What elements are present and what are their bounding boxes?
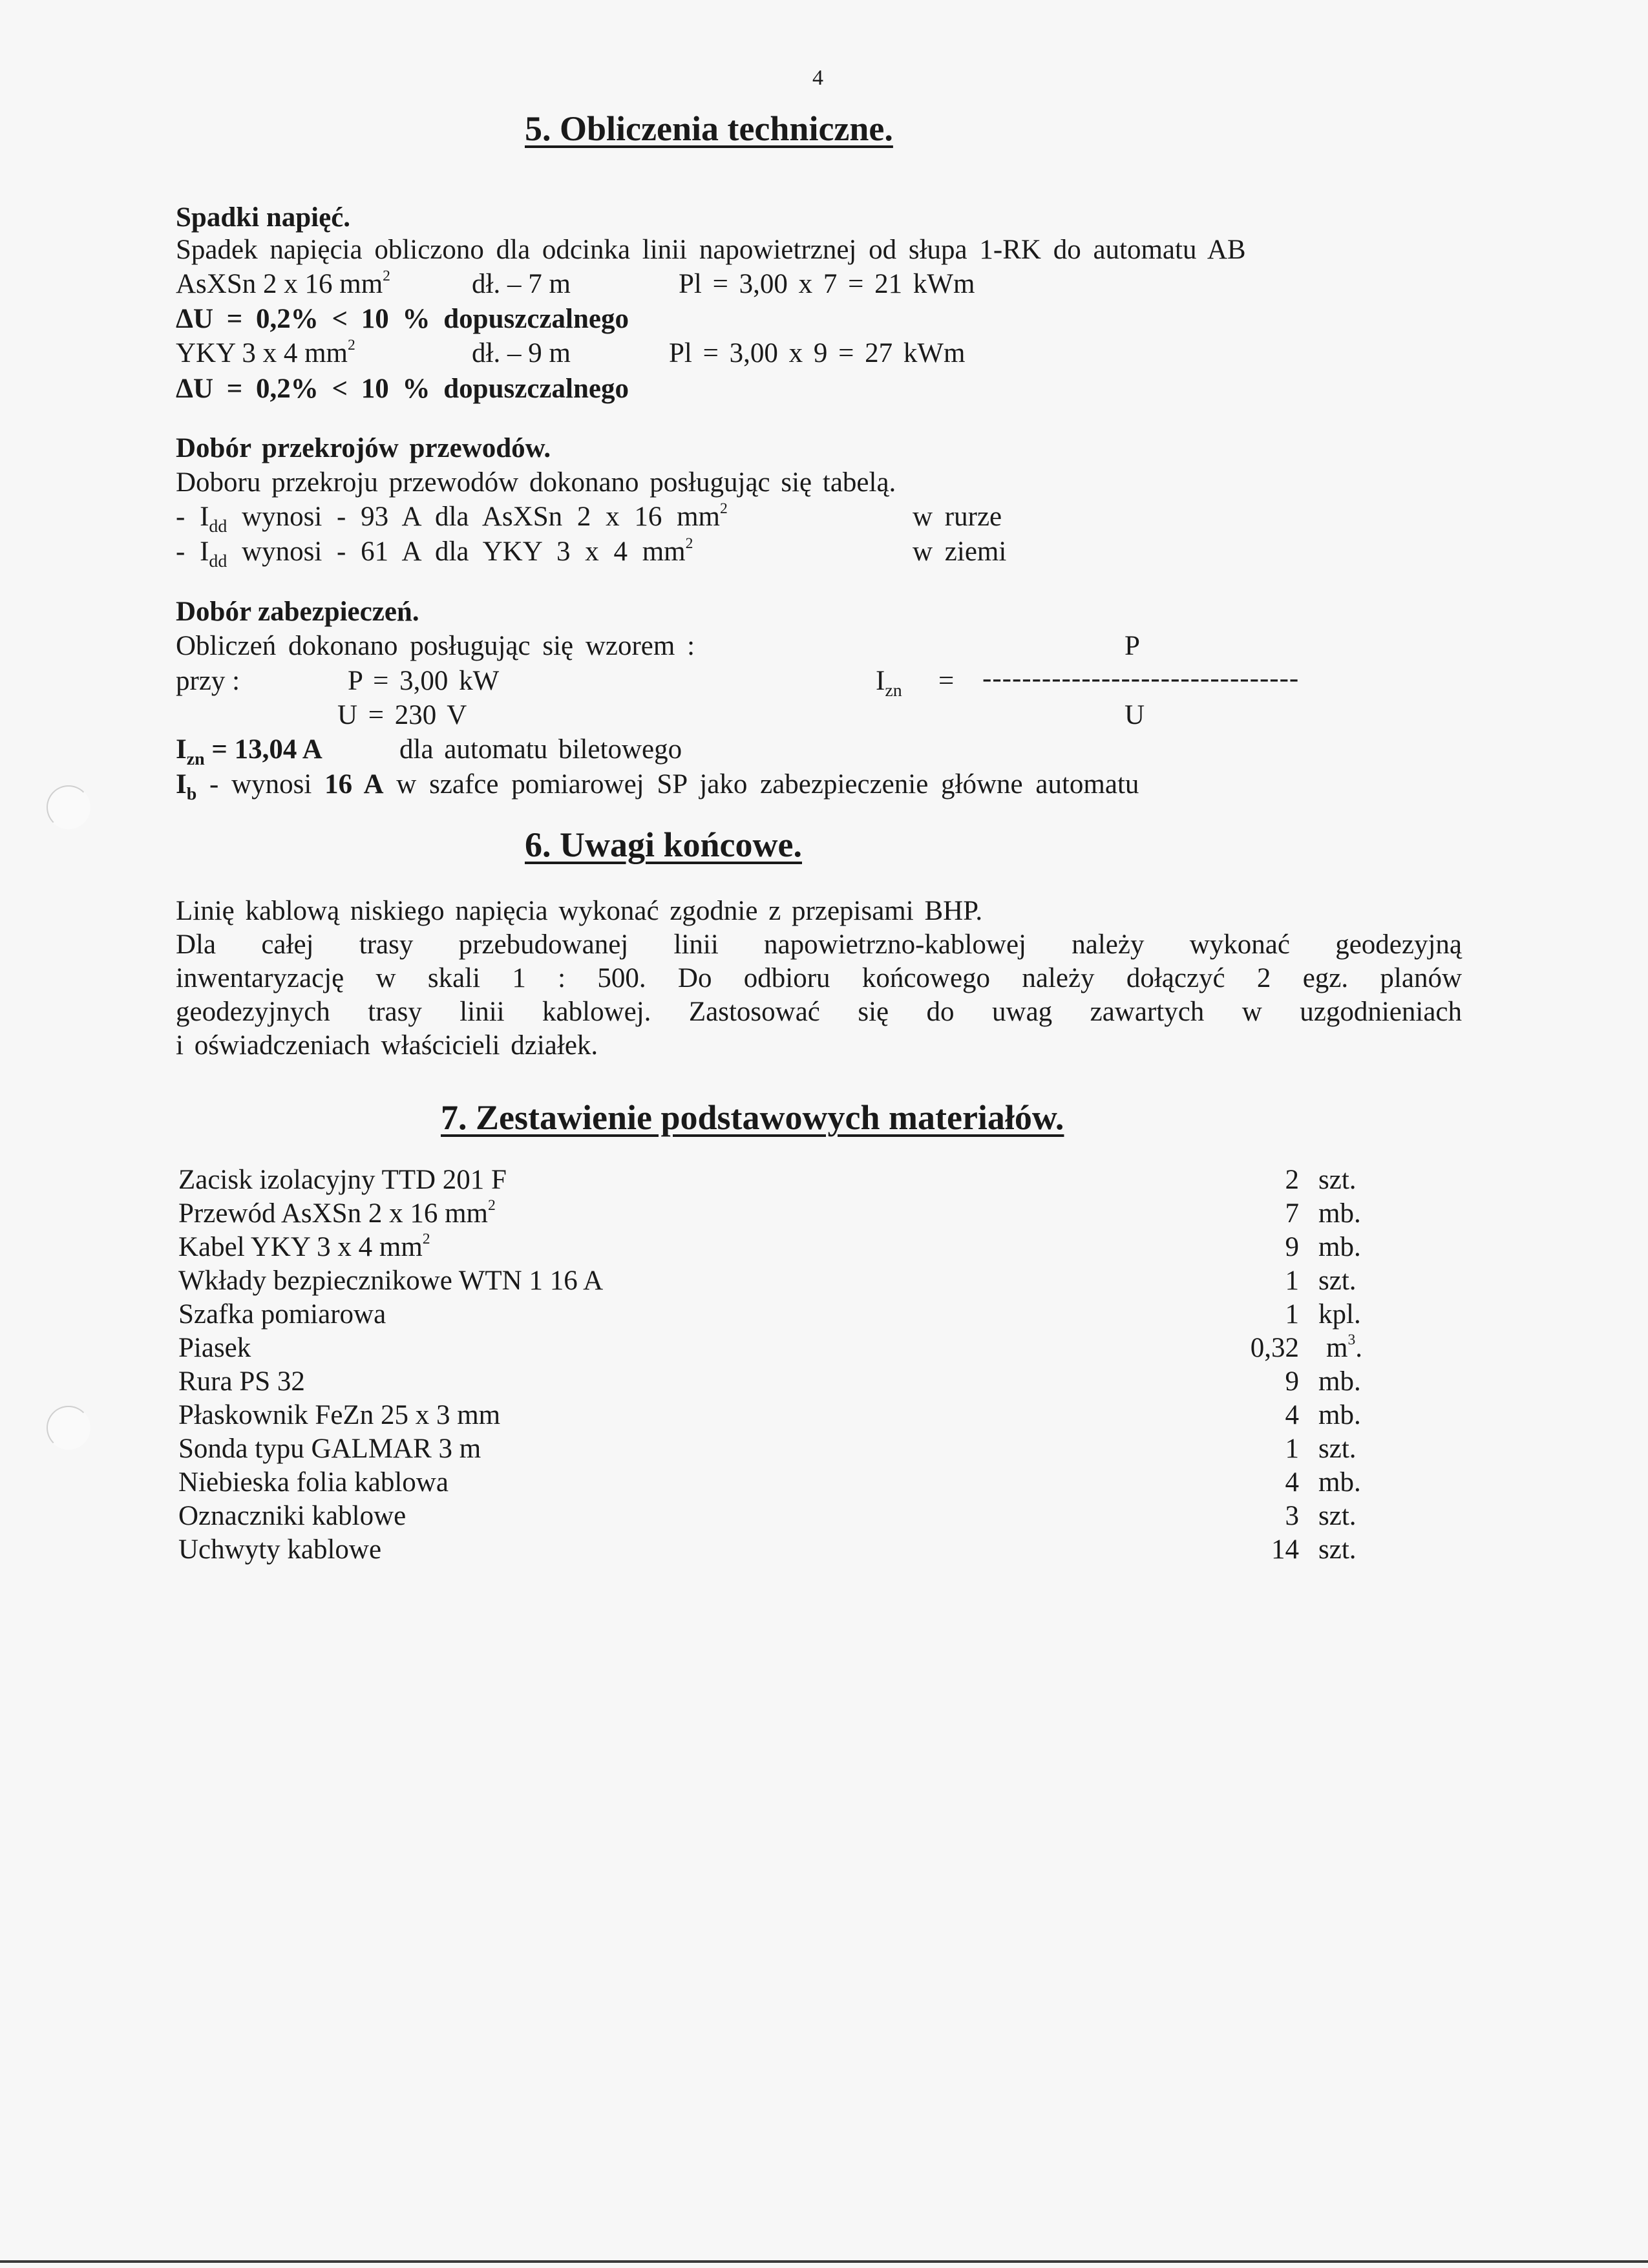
- material-unit: $m^3$.: [1326, 1331, 1363, 1363]
- material-name: Oznaczniki kablowe: [178, 1501, 407, 1531]
- protection-intro: Obliczeń dokonano posługując się wzorem :: [176, 631, 695, 661]
- voltage-drop-line2-pl: Pl = 3,00 x 9 = 27 kWm: [669, 338, 966, 368]
- przy-label: przy :: [176, 666, 240, 696]
- cross-section-row1-where: w rurze: [913, 502, 1002, 532]
- formula-equals: =: [938, 666, 955, 696]
- material-name: Przewód AsXSn 2 x 16 $mm^2$: [178, 1197, 496, 1229]
- izn-note: dla automatu biletowego: [399, 734, 682, 765]
- material-name: Sonda typu GALMAR 3 m: [178, 1434, 481, 1464]
- section-5-title: 5. Obliczenia techniczne.: [525, 109, 893, 148]
- remarks-line-4: i oświadczeniach właścicieli działek.: [176, 1030, 598, 1061]
- material-unit: mb.: [1318, 1198, 1361, 1229]
- material-qty: 2: [1285, 1165, 1299, 1195]
- formula-lhs: $I_{zn}$: [876, 666, 902, 701]
- remarks-paragraph-1: Linię kablową niskiego napięcia wykonać zgodnie z przepisami BHP.: [176, 896, 983, 926]
- material-qty: 9: [1285, 1232, 1299, 1262]
- material-unit: szt.: [1318, 1165, 1357, 1195]
- material-qty: 7: [1285, 1198, 1299, 1229]
- material-qty: 1: [1285, 1266, 1299, 1296]
- u-value: U = 230 V: [337, 700, 467, 730]
- material-name: Szafka pomiarowa: [178, 1299, 386, 1330]
- formula-numerator: P: [1125, 631, 1140, 661]
- material-name: Zacisk izolacyjny TTD 201 F: [178, 1165, 507, 1195]
- ib-result: $I_b$ - wynosi 16 A w szafce pomiarowej SP jako zabezpieczenie główne automatu: [176, 769, 1139, 804]
- material-qty: 1: [1285, 1434, 1299, 1464]
- cross-section-row2: - $I_{dd}$ wynosi - 61 A dla YKY 3 x 4 $mm^2$: [176, 535, 693, 571]
- material-unit: szt.: [1318, 1266, 1357, 1296]
- p-value: P = 3,00 kW: [348, 666, 500, 696]
- izn-result: $I_{zn} = 13,04$ A: [176, 734, 322, 769]
- punch-hole-top: [47, 785, 90, 829]
- remarks-line-2: inwentaryzację w skali 1 : 500. Do odbioru końcowego należy dołączyć 2 egz. planów: [176, 963, 1462, 993]
- material-name: Piasek: [178, 1333, 251, 1363]
- cross-section-intro: Doboru przekroju przewodów dokonano posługując się tabelą.: [176, 467, 896, 498]
- material-unit: mb.: [1318, 1366, 1361, 1397]
- material-unit: szt.: [1318, 1534, 1357, 1565]
- scan-bottom-edge: [0, 2260, 1648, 2263]
- cross-section-row1: - $I_{dd}$ wynosi - 93 A dla AsXSn 2 x 16 $mm^2$: [176, 500, 728, 536]
- voltage-drop-line1-pl: Pl = 3,00 x 7 = 21 kWm: [679, 269, 975, 299]
- material-name: Kabel YKY 3 x 4 $mm^2$: [178, 1231, 430, 1262]
- material-unit: kpl.: [1318, 1299, 1361, 1330]
- voltage-drop-heading: Spadki napięć.: [176, 202, 351, 233]
- material-qty: 9: [1285, 1366, 1299, 1397]
- protection-heading: Dobór zabezpieczeń.: [176, 597, 419, 627]
- voltage-drop-line2-length: dł. – 9 m: [472, 338, 571, 368]
- remarks-line-1: Dla całej trasy przebudowanej linii napowietrzno-kablowej należy wykonać geodezyjną: [176, 929, 1462, 960]
- material-unit: mb.: [1318, 1232, 1361, 1262]
- cross-section-row2-where: w ziemi: [913, 536, 1007, 567]
- punch-hole-bottom: [47, 1406, 90, 1450]
- material-name: Płaskownik FeZn 25 x 3 mm: [178, 1400, 501, 1430]
- remarks-line-3: geodezyjnych trasy linii kablowej. Zastosować się do uwag zawartych w uzgodnieniach: [176, 997, 1462, 1027]
- material-name: Uchwyty kablowe: [178, 1534, 382, 1565]
- voltage-drop-result2: ΔU = 0,2% < 10 % dopuszczalnego: [176, 374, 629, 404]
- voltage-drop-result1: ΔU = 0,2% < 10 % dopuszczalnego: [176, 304, 629, 334]
- section-6-title: 6. Uwagi końcowe.: [525, 825, 802, 864]
- material-qty: 3: [1285, 1501, 1299, 1531]
- formula-denominator: U: [1125, 700, 1145, 730]
- formula-fraction-bar: --------------------------------: [982, 663, 1300, 694]
- voltage-drop-line1-cable: AsXSn 2 x 16 $mm^2$: [176, 268, 390, 299]
- material-name: Niebieska folia kablowa: [178, 1467, 449, 1498]
- voltage-drop-intro: Spadek napięcia obliczono dla odcinka linii napowietrznej od słupa 1-RK do automatu AB: [176, 235, 1246, 265]
- material-qty: 1: [1285, 1299, 1299, 1330]
- material-qty: 4: [1285, 1400, 1299, 1430]
- page-number: 4: [812, 66, 823, 90]
- material-unit: mb.: [1318, 1467, 1361, 1498]
- material-name: Rura PS 32: [178, 1366, 305, 1397]
- section-7-title: 7. Zestawienie podstawowych materiałów.: [441, 1098, 1064, 1137]
- material-qty: 0,32: [1250, 1333, 1299, 1363]
- material-qty: 4: [1285, 1467, 1299, 1498]
- material-unit: mb.: [1318, 1400, 1361, 1430]
- voltage-drop-line2-cable: YKY 3 x 4 $mm^2$: [176, 337, 355, 368]
- material-qty: 14: [1271, 1534, 1299, 1565]
- voltage-drop-line1-length: dł. – 7 m: [472, 269, 571, 299]
- material-name: Wkłady bezpiecznikowe WTN 1 16 A: [178, 1266, 604, 1296]
- material-unit: szt.: [1318, 1501, 1357, 1531]
- cross-section-heading: Dobór przekrojów przewodów.: [176, 433, 551, 463]
- material-unit: szt.: [1318, 1434, 1357, 1464]
